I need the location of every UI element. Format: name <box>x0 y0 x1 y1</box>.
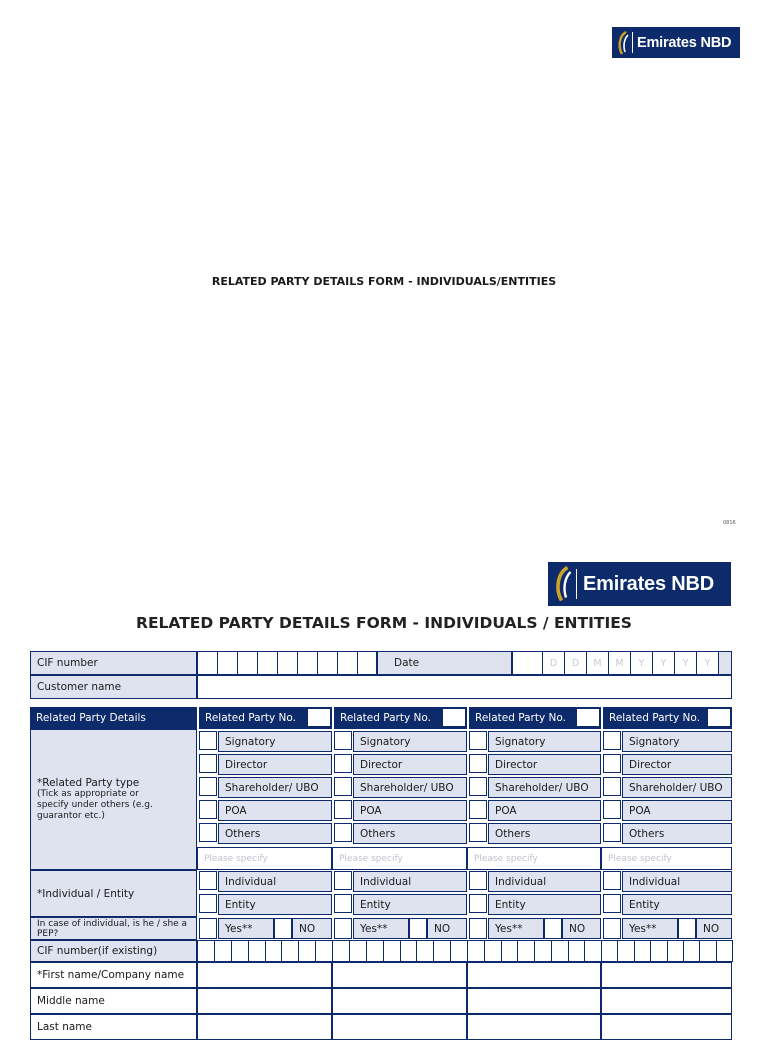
party-type-option <box>622 731 732 752</box>
party-type-option <box>488 754 601 775</box>
date-label: Date <box>377 651 512 675</box>
date-digit-box[interactable] <box>696 651 719 675</box>
pep-no-option <box>696 918 732 939</box>
individual-entity-option-label: Entity <box>225 898 256 911</box>
party-type-checkbox[interactable] <box>469 731 487 750</box>
party-type-checkbox[interactable] <box>469 777 487 796</box>
party-type-option <box>488 731 601 752</box>
cif-existing-digit-box[interactable] <box>281 940 299 962</box>
party-type-checkbox[interactable] <box>334 800 352 819</box>
pep-yes-checkbox[interactable] <box>469 918 487 939</box>
cif-existing-digit-box[interactable] <box>683 940 700 962</box>
party-type-option-label: Shareholder/ UBO <box>225 781 319 794</box>
cif-existing-digit-box[interactable] <box>517 940 535 962</box>
middle-name-input[interactable] <box>197 988 332 1014</box>
party-type-option <box>622 777 732 798</box>
please-specify-placeholder: Please specify <box>474 853 538 864</box>
pep-yes-option <box>622 918 678 939</box>
party-no-input-1[interactable] <box>308 709 330 726</box>
cif-existing-digit-box[interactable] <box>551 940 569 962</box>
party-type-option <box>353 800 467 821</box>
cif-existing-digit-box[interactable] <box>699 940 716 962</box>
party-type-title: *Related Party type <box>37 777 140 789</box>
middle-name-input[interactable] <box>467 988 601 1014</box>
party-type-option <box>488 800 601 821</box>
party-type-checkbox[interactable] <box>199 777 217 796</box>
party-type-checkbox[interactable] <box>603 731 621 750</box>
cif-digit-box[interactable] <box>217 651 238 675</box>
individual-entity-option-label: Individual <box>360 875 412 888</box>
pep-no-checkbox[interactable] <box>678 918 696 939</box>
cif-existing-digit-box[interactable] <box>248 940 266 962</box>
logo-divider <box>632 32 633 53</box>
cif-digit-box[interactable] <box>257 651 278 675</box>
party-type-option <box>353 754 467 775</box>
cif-existing-digit-box[interactable] <box>214 940 232 962</box>
individual-entity-option <box>353 894 467 915</box>
pep-yes-label: Yes** <box>495 922 523 935</box>
pep-yes-option <box>353 918 409 939</box>
cif-existing-digit-box[interactable] <box>634 940 651 962</box>
pep-no-checkbox[interactable] <box>274 918 292 939</box>
date-digit-box[interactable] <box>608 651 631 675</box>
date-placeholder: Y <box>660 657 667 669</box>
party-type-option <box>353 777 467 798</box>
party-type-option-label: Signatory <box>360 735 411 748</box>
cif-digit-box[interactable] <box>277 651 298 675</box>
pep-yes-option <box>488 918 544 939</box>
cif-existing-digit-box[interactable] <box>315 940 333 962</box>
cif-existing-digit-box[interactable] <box>601 940 618 962</box>
last-name-input[interactable] <box>197 1014 332 1040</box>
individual-entity-option-label: Individual <box>629 875 681 888</box>
cif-existing-digit-box[interactable] <box>416 940 434 962</box>
individual-entity-option <box>622 894 732 915</box>
individual-entity-checkbox[interactable] <box>334 894 352 913</box>
party-no-input-3[interactable] <box>577 709 599 726</box>
pep-no-checkbox[interactable] <box>544 918 562 939</box>
first-name-label: *First name/Company name <box>30 962 197 988</box>
party-type-option-label: Shareholder/ UBO <box>495 781 589 794</box>
pep-no-option <box>292 918 332 939</box>
party-type-option-label: Director <box>629 758 672 771</box>
date-digit-box[interactable] <box>564 651 587 675</box>
related-party-no-2: Related Party No. <box>332 707 467 729</box>
party-type-label <box>30 729 197 870</box>
middle-name-input[interactable] <box>601 988 732 1014</box>
date-end <box>718 651 732 675</box>
cif-digit-box[interactable] <box>337 651 358 675</box>
cif-label: CIF number <box>30 651 197 675</box>
individual-entity-checkbox[interactable] <box>199 871 217 890</box>
date-placeholder: Y <box>704 657 711 669</box>
party-type-checkbox[interactable] <box>603 754 621 773</box>
logo-mark-icon <box>617 31 629 55</box>
date-spacer <box>512 651 543 675</box>
party-type-checkbox[interactable] <box>334 754 352 773</box>
individual-entity-option-label: Individual <box>225 875 277 888</box>
individual-entity-label: *Individual / Entity <box>30 870 197 917</box>
individual-entity-option <box>488 894 601 915</box>
party-type-checkbox[interactable] <box>199 754 217 773</box>
please-specify-placeholder: Please specify <box>608 853 672 864</box>
cif-existing-digit-box[interactable] <box>298 940 316 962</box>
cif-existing-digit-box[interactable] <box>501 940 519 962</box>
party-type-option <box>218 823 332 844</box>
party-type-checkbox[interactable] <box>603 777 621 796</box>
party-type-option <box>218 731 332 752</box>
page2-title: RELATED PARTY DETAILS FORM - INDIVIDUALS / ENTITIES <box>136 614 632 632</box>
cif-digit-box[interactable] <box>197 651 218 675</box>
individual-entity-checkbox[interactable] <box>469 871 487 890</box>
last-name-input[interactable] <box>467 1014 601 1040</box>
pep-yes-label: Yes** <box>360 922 388 935</box>
related-party-details-header: Related Party Details <box>30 707 197 729</box>
pep-no-label: NO <box>434 922 451 935</box>
individual-entity-checkbox[interactable] <box>469 894 487 913</box>
individual-entity-option-label: Entity <box>360 898 391 911</box>
pep-yes-checkbox[interactable] <box>334 918 352 939</box>
party-type-option <box>622 754 732 775</box>
party-type-option <box>218 800 332 821</box>
pep-no-label: NO <box>299 922 316 935</box>
party-type-option <box>622 823 732 844</box>
customer-name-input[interactable] <box>197 675 732 699</box>
related-party-no-4: Related Party No. <box>601 707 732 729</box>
party-type-checkbox[interactable] <box>199 731 217 750</box>
cif-digit-box[interactable] <box>317 651 338 675</box>
pep-yes-label: Yes** <box>225 922 253 935</box>
party-type-checkbox[interactable] <box>199 823 217 842</box>
form-code: 0816 <box>723 520 736 526</box>
related-party-no-3: Related Party No. <box>467 707 601 729</box>
emirates-nbd-logo-2 <box>548 562 731 606</box>
logo-mark-icon <box>554 566 572 602</box>
cif-number-input[interactable] <box>197 651 377 675</box>
party-type-option <box>488 823 601 844</box>
cif-existing-digit-box[interactable] <box>617 940 634 962</box>
cif-existing-digit-box[interactable] <box>484 940 502 962</box>
party-type-option-label: POA <box>629 804 651 817</box>
last-name-input[interactable] <box>332 1014 467 1040</box>
date-digit-box[interactable] <box>674 651 697 675</box>
party-type-checkbox[interactable] <box>603 823 621 842</box>
please-specify-input[interactable] <box>601 847 732 870</box>
pep-yes-checkbox[interactable] <box>603 918 621 939</box>
last-name-input[interactable] <box>601 1014 732 1040</box>
pep-yes-option <box>218 918 274 939</box>
party-no-input-4[interactable] <box>708 709 730 726</box>
party-type-option <box>353 823 467 844</box>
date-input[interactable] <box>512 651 732 675</box>
individual-entity-option-label: Entity <box>629 898 660 911</box>
party-type-option-label: Director <box>360 758 403 771</box>
cif-existing-digit-box[interactable] <box>332 940 350 962</box>
related-party-no-1: Related Party No. <box>197 707 332 729</box>
party-type-note: (Tick as appropriate or specify under others (e.g. guarantor etc.) <box>37 789 153 821</box>
party-type-option <box>353 731 467 752</box>
party-type-option-label: Signatory <box>629 735 680 748</box>
date-placeholder: Y <box>682 657 689 669</box>
cif-existing-digit-box[interactable] <box>433 940 451 962</box>
party-type-checkbox[interactable] <box>469 754 487 773</box>
please-specify-input[interactable] <box>197 847 332 870</box>
pep-no-label: NO <box>569 922 586 935</box>
cif-existing-digit-box[interactable] <box>265 940 283 962</box>
cif-existing-digit-box[interactable] <box>450 940 468 962</box>
date-placeholder: D <box>571 657 580 669</box>
customer-name-label: Customer name <box>30 675 197 699</box>
middle-name-label: Middle name <box>30 988 197 1014</box>
individual-entity-option <box>488 871 601 892</box>
pep-no-option <box>562 918 601 939</box>
party-type-option-label: Others <box>360 827 396 840</box>
pep-no-option <box>427 918 467 939</box>
cif-existing-digit-box[interactable] <box>534 940 552 962</box>
party-type-option-label: Signatory <box>225 735 276 748</box>
party-type-option-label: POA <box>225 804 247 817</box>
party-type-option-label: Director <box>225 758 268 771</box>
first-name-input[interactable] <box>332 962 467 988</box>
party-type-option <box>622 800 732 821</box>
party-type-option-label: Others <box>225 827 261 840</box>
party-type-option-label: Director <box>495 758 538 771</box>
cif-existing-digit-box[interactable] <box>568 940 586 962</box>
party-type-option-label: Signatory <box>495 735 546 748</box>
party-type-option-label: Others <box>629 827 665 840</box>
pep-label: In case of individual, is he / she a PEP? <box>30 917 197 940</box>
logo-divider <box>576 569 577 599</box>
cif-existing-digit-box[interactable] <box>349 940 367 962</box>
cif-existing-digit-box[interactable] <box>400 940 418 962</box>
cif-digit-box[interactable] <box>237 651 258 675</box>
date-digit-box[interactable] <box>586 651 609 675</box>
cif-existing-digit-box[interactable] <box>716 940 733 962</box>
page1-title: RELATED PARTY DETAILS FORM - INDIVIDUALS/ENTITIES <box>211 275 557 288</box>
date-placeholder: D <box>549 657 558 669</box>
party-type-checkbox[interactable] <box>469 800 487 819</box>
cif-existing-digit-box[interactable] <box>383 940 401 962</box>
individual-entity-option <box>622 871 732 892</box>
date-placeholder: Y <box>638 657 645 669</box>
cif-existing-label: CIF number(if existing) <box>30 940 197 962</box>
cif-existing-digit-box[interactable] <box>467 940 485 962</box>
date-placeholder: M <box>615 657 624 669</box>
cif-existing-digit-box[interactable] <box>650 940 667 962</box>
cif-existing-digit-box[interactable] <box>584 940 602 962</box>
please-specify-placeholder: Please specify <box>204 853 268 864</box>
individual-entity-option <box>353 871 467 892</box>
party-type-checkbox[interactable] <box>334 823 352 842</box>
pep-yes-label: Yes** <box>629 922 657 935</box>
party-type-option-label: Others <box>495 827 531 840</box>
cif-existing-digit-box[interactable] <box>197 940 215 962</box>
individual-entity-option-label: Individual <box>495 875 547 888</box>
please-specify-placeholder: Please specify <box>339 853 403 864</box>
date-placeholder: M <box>593 657 602 669</box>
party-type-checkbox[interactable] <box>334 777 352 796</box>
middle-name-input[interactable] <box>332 988 467 1014</box>
individual-entity-checkbox[interactable] <box>603 894 621 913</box>
party-type-checkbox[interactable] <box>469 823 487 842</box>
party-type-option-label: POA <box>495 804 517 817</box>
individual-entity-option-label: Entity <box>495 898 526 911</box>
party-type-option <box>488 777 601 798</box>
first-name-input[interactable] <box>197 962 332 988</box>
please-specify-input[interactable] <box>332 847 467 870</box>
pep-no-label: NO <box>703 922 720 935</box>
pep-yes-checkbox[interactable] <box>199 918 217 939</box>
individual-entity-checkbox[interactable] <box>199 894 217 913</box>
individual-entity-checkbox[interactable] <box>334 871 352 890</box>
party-type-checkbox[interactable] <box>334 731 352 750</box>
party-type-checkbox[interactable] <box>603 800 621 819</box>
last-name-label: Last name <box>30 1014 197 1040</box>
party-type-checkbox[interactable] <box>199 800 217 819</box>
cif-digit-box[interactable] <box>357 651 377 675</box>
logo-text: Emirates NBD <box>637 34 732 51</box>
individual-entity-option <box>218 871 332 892</box>
party-type-option <box>218 754 332 775</box>
pep-no-checkbox[interactable] <box>409 918 427 939</box>
cif-existing-digit-box[interactable] <box>231 940 249 962</box>
individual-entity-checkbox[interactable] <box>603 871 621 890</box>
first-name-input[interactable] <box>467 962 601 988</box>
date-digit-box[interactable] <box>542 651 565 675</box>
party-type-option-label: POA <box>360 804 382 817</box>
date-digit-box[interactable] <box>630 651 653 675</box>
cif-digit-box[interactable] <box>297 651 318 675</box>
emirates-nbd-logo <box>612 27 740 58</box>
party-no-input-2[interactable] <box>443 709 465 726</box>
logo-text: Emirates NBD <box>583 572 714 595</box>
individual-entity-option <box>218 894 332 915</box>
cif-existing-digit-box[interactable] <box>667 940 684 962</box>
party-type-option-label: Shareholder/ UBO <box>360 781 454 794</box>
party-type-option <box>218 777 332 798</box>
party-type-option-label: Shareholder/ UBO <box>629 781 723 794</box>
please-specify-input[interactable] <box>467 847 601 870</box>
cif-existing-digit-box[interactable] <box>366 940 384 962</box>
first-name-input[interactable] <box>601 962 732 988</box>
date-digit-box[interactable] <box>652 651 675 675</box>
